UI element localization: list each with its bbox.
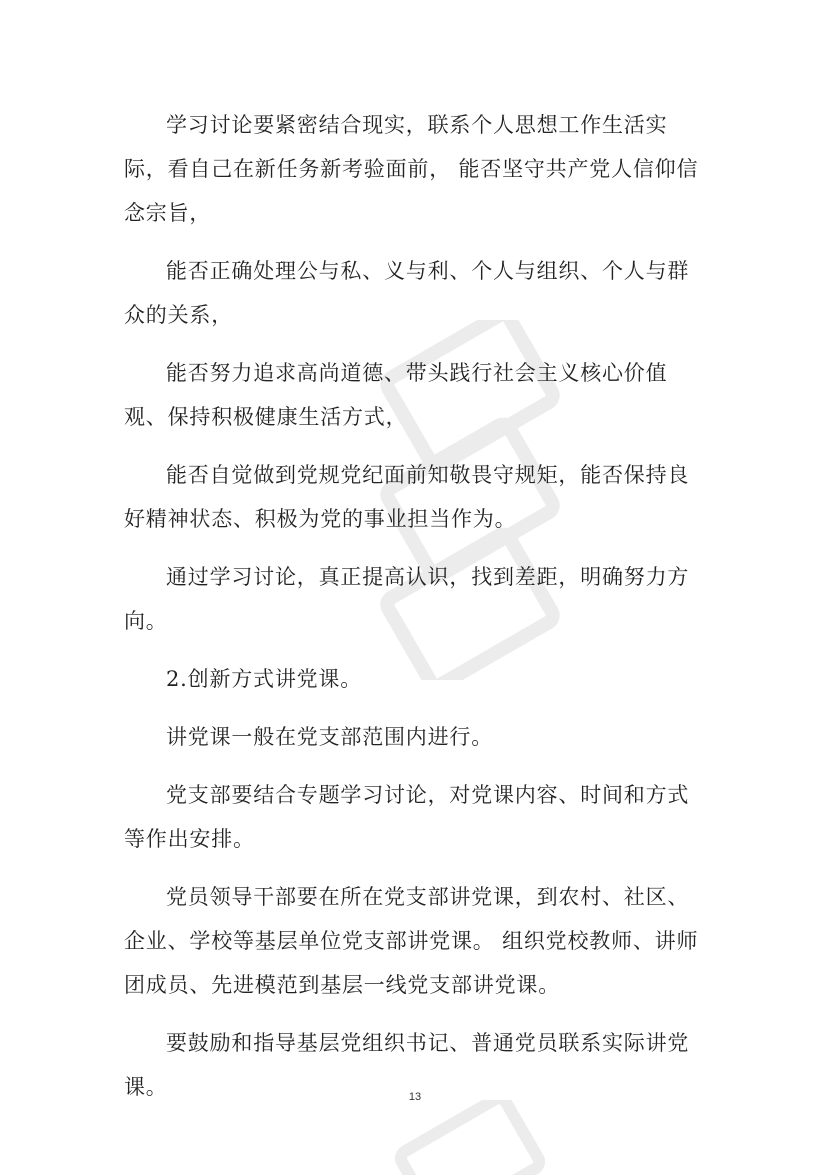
paragraph: 通过学习讨论，真正提高认识，找到差距，明确努力方向。 bbox=[124, 565, 690, 633]
section-heading: 2.创新方式讲党课。 bbox=[166, 667, 363, 691]
paragraph: 学习讨论要紧密结合现实，联系个人思想工作生活实际，看自己在新任务新考验面前， 能否坚守共产党人信仰信念宗旨， bbox=[124, 113, 699, 225]
page-number: 13 bbox=[408, 1091, 422, 1103]
paragraph: 要鼓励和指导基层党组织书记、普通党员联系实际讲党课。 bbox=[124, 1031, 690, 1099]
watermark-logo-bottom bbox=[380, 1100, 560, 1175]
paragraph: 党支部要结合专题学习讨论，对党课内容、时间和方式等作出安排。 bbox=[124, 783, 690, 851]
paragraph: 能否自觉做到党规党纪面前知敬畏守规矩，能否保持良好精神状态、积极为党的事业担当作为。 bbox=[124, 463, 690, 531]
document-body bbox=[124, 103, 709, 1109]
paragraph: 党员领导干部要在所在党支部讲党课，到农村、社区、企业、学校等基层单位党支部讲党课。 组织党校教师、讲师团成员、先进模范到基层一线党支部讲党课。 bbox=[124, 885, 699, 997]
paragraph: 能否努力追求高尚道德、带头践行社会主义核心价值观、保持积极健康生活方式， bbox=[124, 361, 668, 429]
paragraph: 讲党课一般在党支部范围内进行。 bbox=[166, 725, 493, 749]
paragraph: 能否正确处理公与私、义与利、个人与组织、个人与群众的关系， bbox=[124, 259, 690, 327]
